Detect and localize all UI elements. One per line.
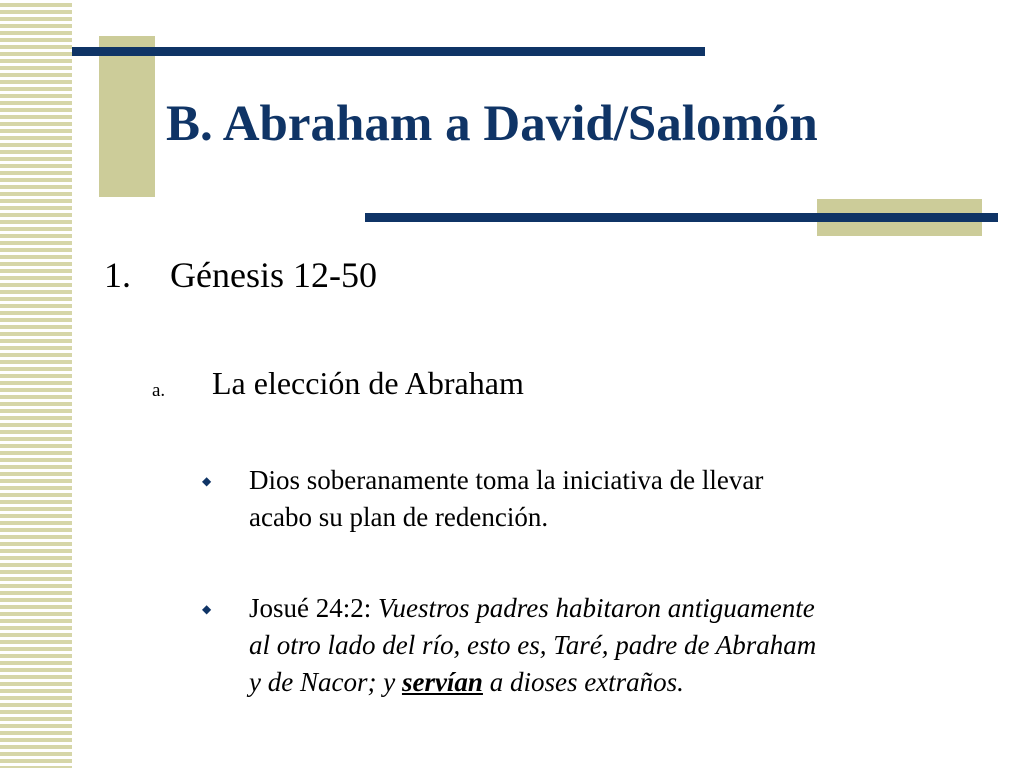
bullet-1-text	[249, 462, 979, 536]
left-striped-band	[0, 0, 72, 768]
list-item-1-text: Génesis 12-50	[170, 255, 377, 295]
decorative-block-left	[99, 36, 155, 197]
bullet-1-line-1: Dios soberanamente toma la iniciativa de llevar	[249, 465, 764, 495]
bullet-2-text	[249, 590, 979, 701]
bullet-2-emphasized-word: servían	[401, 667, 483, 697]
decorative-rule-bottom	[365, 213, 998, 222]
bullet-1-line-2: acabo su plan de redención.	[249, 502, 549, 532]
bullet-2-quote-line-3-end: a dioses extraños.	[482, 667, 684, 697]
bullet-2-quote-line-2: al otro lado del río, esto es, Taré, padre de Abraham	[249, 630, 817, 660]
slide-title: B. Abraham a David/Salomón	[166, 96, 818, 152]
bullet-2-quote-line-1: Vuestros padres habitaron antiguamente	[378, 593, 815, 623]
bullet-diamond-icon: ◆	[202, 602, 212, 616]
subitem-a-label: a.	[152, 380, 166, 401]
subitem-a-text: La elección de Abraham	[212, 365, 524, 401]
bullet-2-quote-line-3-start: y de Nacor; y	[249, 667, 402, 697]
list-item-1-number: 1.	[104, 255, 131, 295]
bullet-diamond-icon: ◆	[202, 474, 212, 488]
decorative-rule-top	[72, 47, 705, 56]
bullet-2-reference: Josué 24:2:	[249, 593, 379, 623]
